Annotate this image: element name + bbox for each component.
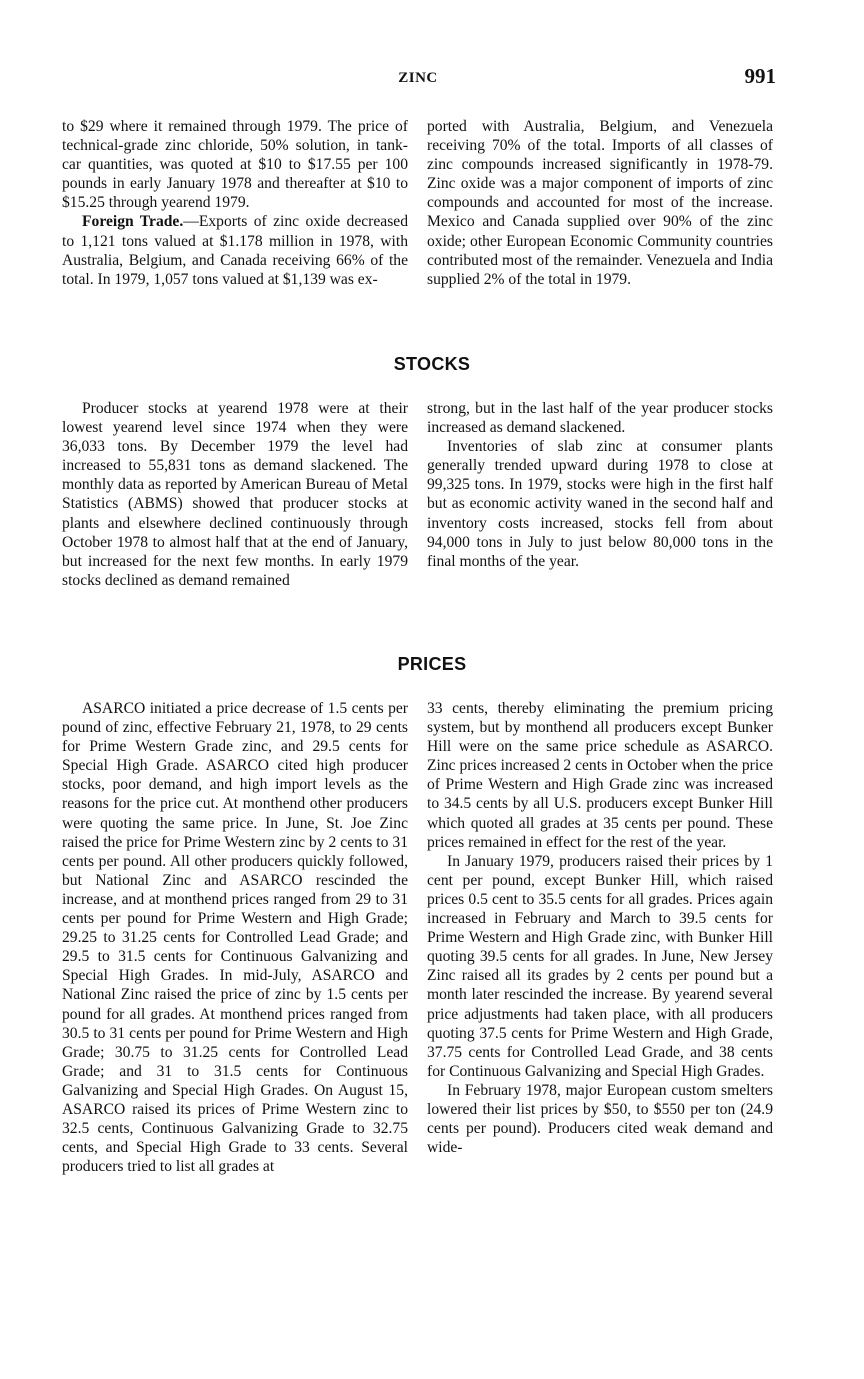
intro-column-right: [427, 117, 773, 289]
paragraph: Inventories of slab zinc at consumer plants generally trended upward during 1978 to close at 99,325 tons. In 1979, stocks were high in the first half but as economic activity waned in the second half and inventory costs increased, stocks fell from about 94,000 tons in July to just below 80,000 tons in the final months of the year.: [427, 438, 773, 570]
intro-column-left: [62, 117, 408, 289]
paragraph: strong, but in the last half of the year producer stocks increased as demand slackened.: [427, 400, 773, 437]
page-number: 991: [744, 64, 776, 88]
paragraph: In January 1979, producers raised their prices by 1 cent per pound, except Bunker Hill, which raised prices 0.5 cent to 35.5 cents for all grades. Prices again increased in February and March to 39.5 cents for Prime Western and High Grade zinc, with Bunker Hill quoting 39.5 cents for all grades. In June, New Jersey Zinc raised all its grades by 2 cents per pound but a month later rescinded the increase. By yearend several price adjustments had taken place, with all producers quoting 37.5 cents for Prime Western and High Grade, 37.75 cents for Controlled Lead Grade, and 38 cents for Continuous Galvanizing and Special High Grades.: [427, 852, 773, 1080]
running-header: [60, 62, 776, 92]
running-title: ZINC: [398, 70, 438, 86]
prices-column-left: [62, 699, 408, 1176]
paragraph: Producer stocks at yearend 1978 were at their lowest yearend level since 1974 when they were 36,033 tons. By December 1979 the level had increased to 55,831 tons as demand slackened. The monthly data as reported by American Bureau of Metal Statistics (ABMS) showed that producer stocks at plants and elsewhere declined continuously through October 1978 to almost half that at the end of January, but increased for the next few months. In early 1979 stocks declined as demand remained: [62, 400, 408, 589]
paragraph: to $29 where it remained through 1979. The price of technical-grade zinc chloride, 50% solution, in tank-car quantities, was quoted at $10 to $17.55 per 100 pounds in early January 1978 and thereafter at $10 to $15.25 through yearend 1979.: [62, 118, 408, 212]
paragraph-foreign-trade: [62, 212, 408, 288]
paragraph: ASARCO initiated a price decrease of 1.5 cents per pound of zinc, effective February 21, 1978, to 29 cents for Prime Western Grade zinc, and 29.5 cents for Special High Grade. ASARCO cited high producer stocks, poor demand, and high import levels as the reasons for the price cut. At monthend other producers were quoting the same price. In June, St. Joe Zinc raised the price for Prime Western zinc by 2 cents to 31 cents per pound. All other producers quickly followed, but National Zinc and ASARCO rescinded the increase, and at monthend prices ranged from 29 to 31 cents per pound for Prime Western and High Grade; 29.25 to 31.25 cents for Controlled Lead Grade; and 29.5 to 31.5 cents for Continuous Galvanizing and Special High Grades. In mid-July, ASARCO and National Zinc raised the price of zinc by 1.5 cents per pound for all grades. At monthend prices ranged from 30.5 to 31 cents per pound for Prime Western and High Grade; 30.75 to 31.25 cents for Controlled Lead Grade; and 31 to 31.5 cents for Continuous Galvanizing and Special High Grades. On August 15, ASARCO raised its prices of Prime Western zinc to 32.5 cents, Continuous Galvanizing Grade to 32.75 cents, and Special High Grade to 33 cents. Several producers tried to list all grades at: [62, 700, 408, 1176]
paragraph-text: —Exports of zinc oxide decreased to 1,121 tons valued at $1.178 million in 1978, with Australia, Belgium, and Canada receiving 66% of the total. In 1979, 1,057 tons valued at $1,139 was ex-: [62, 213, 408, 288]
prices-column-right: [427, 699, 773, 1157]
section-heading-stocks: STOCKS: [393, 354, 471, 374]
paragraph: 33 cents, thereby eliminating the premium pricing system, but by monthend all producers except Bunker Hill were on the same price schedule as ASARCO. Zinc prices increased 2 cents in October when the price of Prime Western and High Grade zinc was increased to 34.5 cents by all U.S. producers except Bunker Hill which quoted all grades at 35 cents per pound. These prices remained in effect for the rest of the year.: [427, 700, 773, 851]
stocks-column-right: [427, 399, 773, 571]
run-in-heading: Foreign Trade.: [82, 213, 184, 231]
paragraph: ported with Australia, Belgium, and Venezuela receiving 70% of the total. Imports of all classes of zinc compounds increased significantly in 1978-79. Zinc oxide was a major component of imports of zinc compounds and accounted for most of the increase. Mexico and Canada supplied over 90% of the zinc oxide; other European Economic Community countries contributed most of the remainder. Venezuela and India supplied 2% of the total in 1979.: [427, 118, 773, 288]
paragraph: In February 1978, major European custom smelters lowered their list prices by $50, to $550 per ton (24.9 cents per pound). Producers cited weak demand and wide-: [427, 1081, 773, 1157]
stocks-column-left: [62, 399, 408, 590]
section-heading-prices: PRICES: [397, 654, 467, 674]
